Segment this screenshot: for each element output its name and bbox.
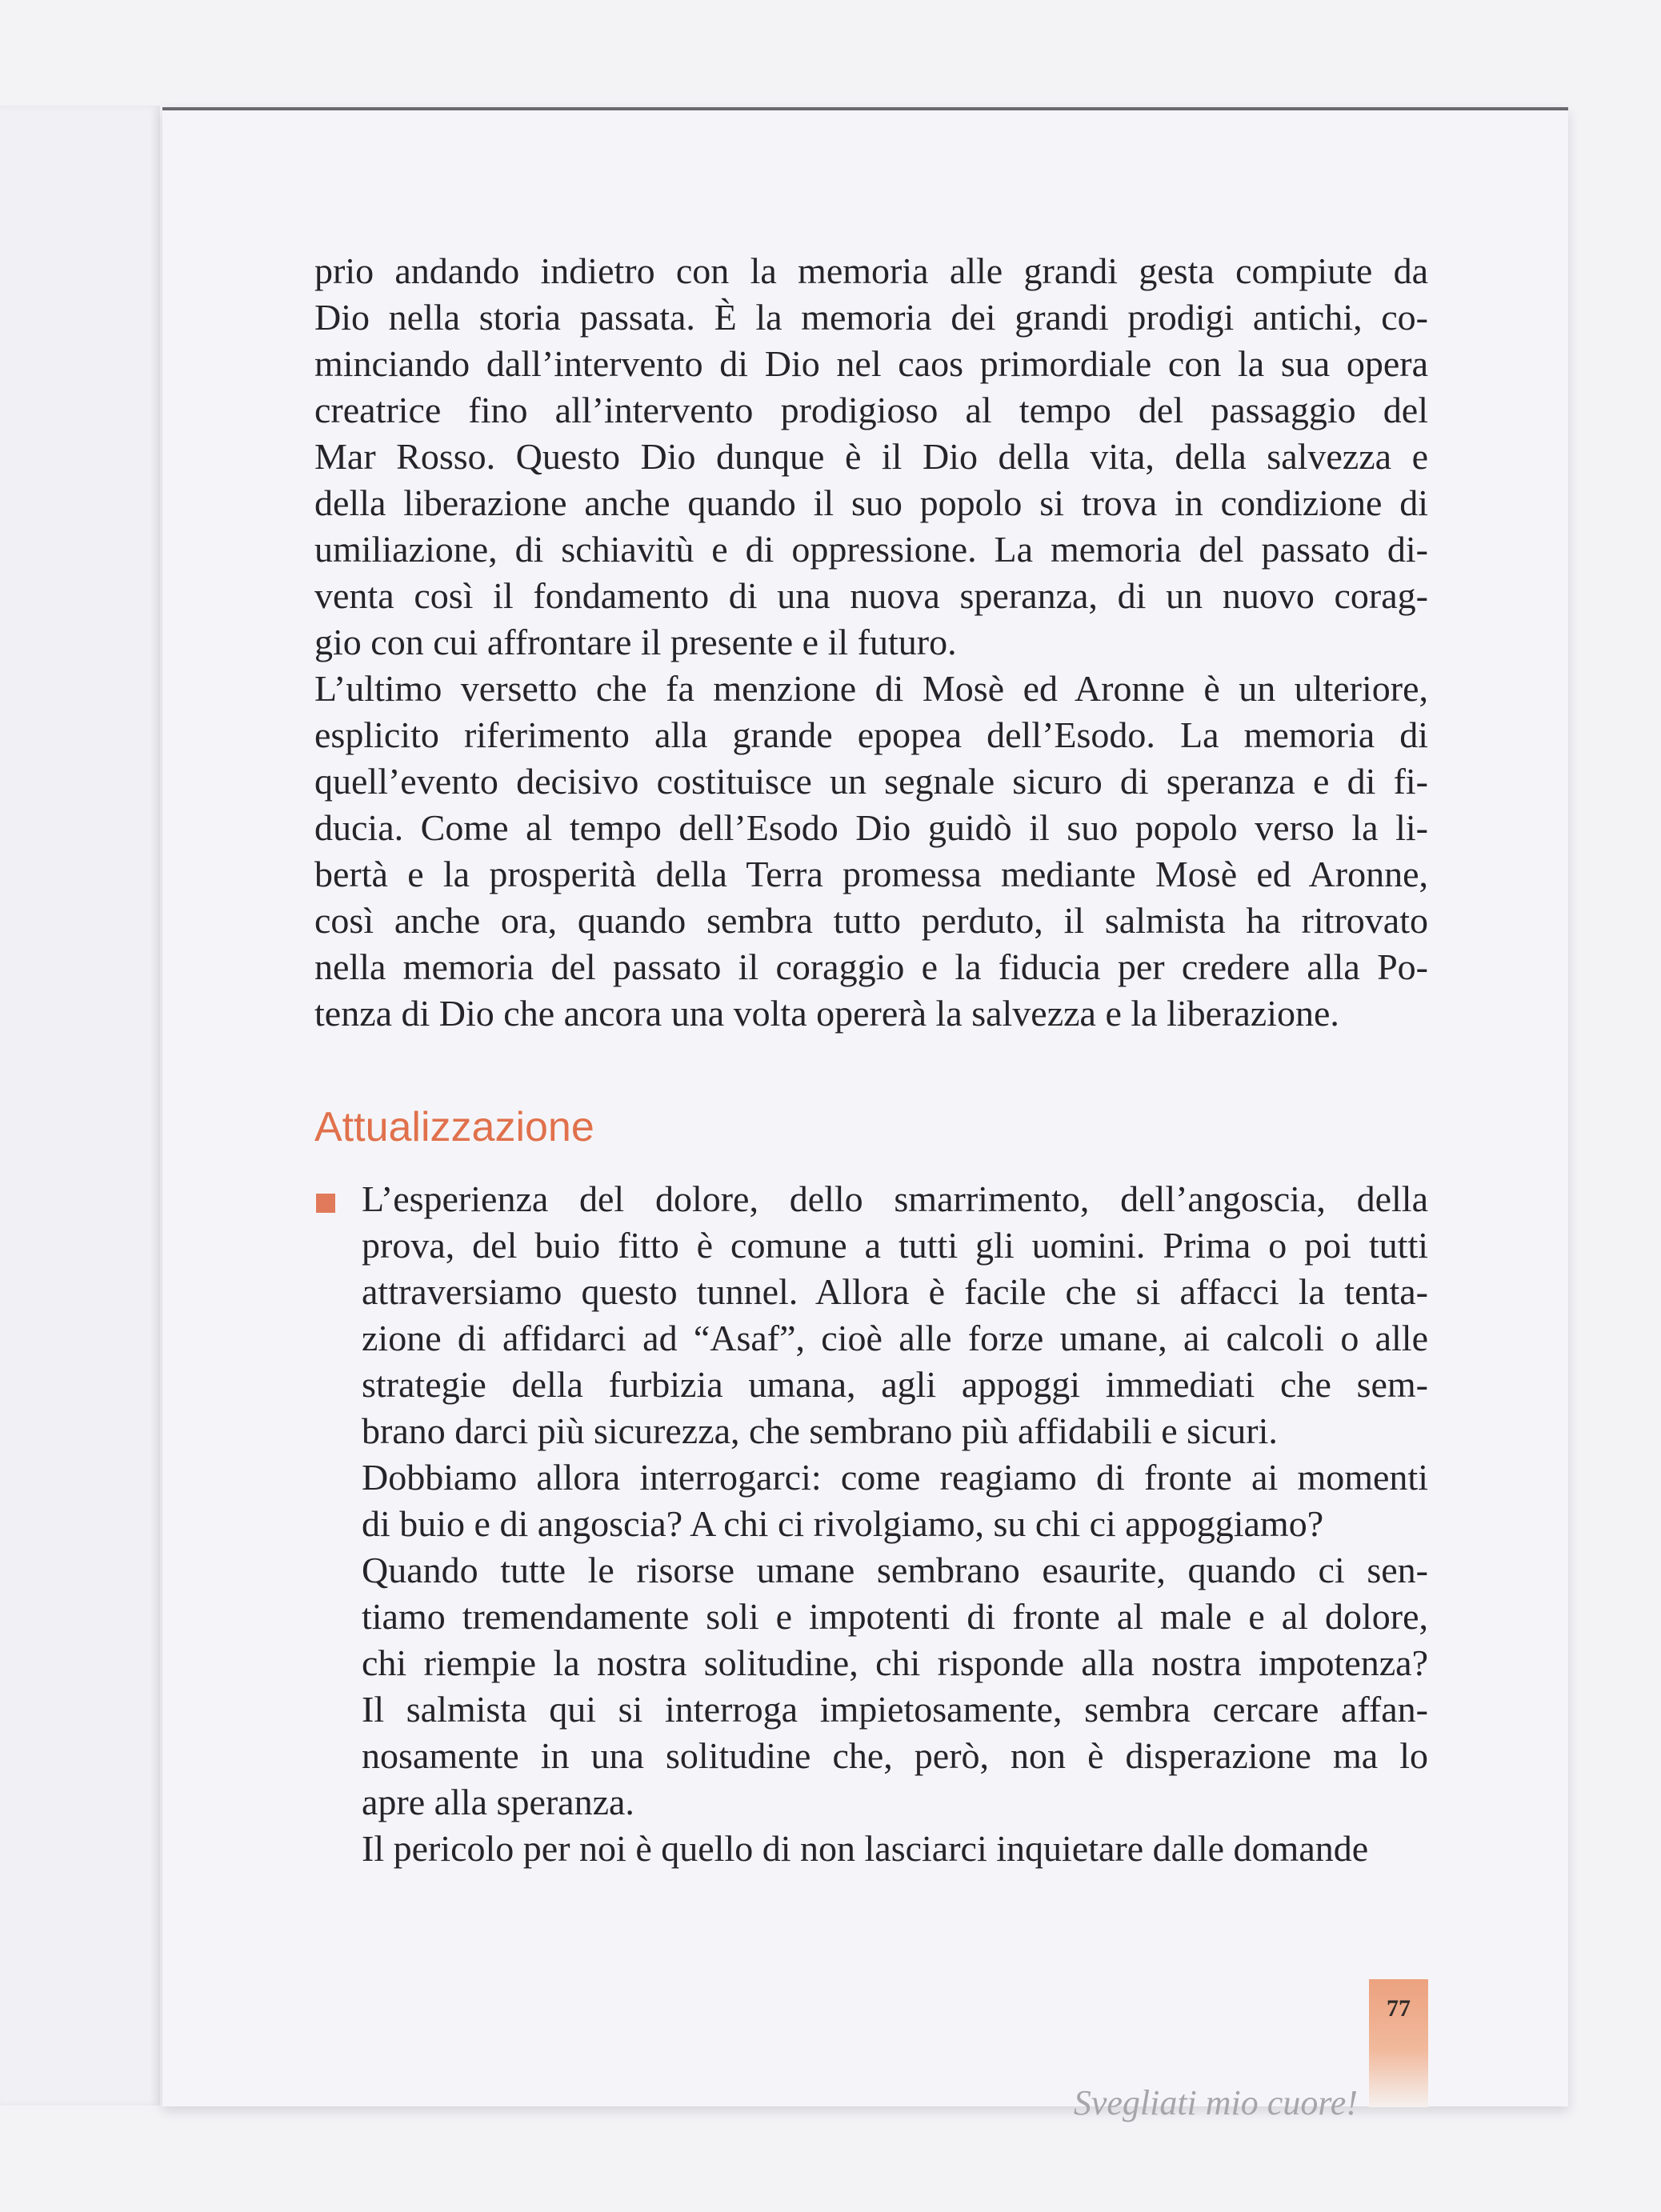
text-line: brano darci più sicurezza, che sembrano più affidabili e sicuri.	[362, 1410, 1278, 1451]
text-line: umiliazione, di schiavitù e di oppressione. La memoria del passato di-	[314, 529, 1428, 570]
text-line: Dobbiamo allora interrogarci: come reagiamo di fronte ai momenti	[362, 1457, 1428, 1498]
text-line: prio andando indietro con la memoria alle grandi gesta compiute da	[314, 250, 1428, 291]
text-line: ducia. Come al tempo dell’Esodo Dio guidò il suo popolo verso la li-	[314, 807, 1428, 848]
text-line: Dio nella storia passata. È la memoria dei grandi prodigi antichi, co-	[314, 297, 1428, 338]
text-line: minciando dall’intervento di Dio nel caos primordiale con la sua opera	[314, 343, 1428, 384]
text-line: apre alla speranza.	[362, 1782, 634, 1822]
text-line: L’ultimo versetto che fa menzione di Mosè ed Aronne è un ulteriore,	[314, 668, 1428, 709]
text-line: L’esperienza del dolore, dello smarrimento, dell’angoscia, della	[362, 1178, 1428, 1219]
square-bullet-icon	[316, 1194, 335, 1213]
text-line: creatrice fino all’intervento prodigioso al tempo del passaggio del	[314, 390, 1428, 430]
text-line: di buio e di angoscia? A chi ci rivolgiamo, su chi ci appoggiamo?	[362, 1503, 1324, 1544]
text-line: tenza di Dio che ancora una volta opererà la salvezza e la liberazione.	[314, 993, 1339, 1034]
text-line: venta così il fondamento di una nuova speranza, di un nuovo corag-	[314, 575, 1428, 616]
text-line: tiamo tremendamente soli e impotenti di fronte al male e al dolore,	[362, 1596, 1428, 1637]
text-line: prova, del buio fitto è comune a tutti gli uomini. Prima o poi tutti	[362, 1225, 1428, 1266]
page-text	[314, 248, 1428, 1872]
text-line: attraversiamo questo tunnel. Allora è facile che si affacci la tenta-	[362, 1271, 1428, 1312]
text-line: Mar Rosso. Questo Dio dunque è il Dio della vita, della salvezza e	[314, 436, 1428, 477]
text-line: così anche ora, quando sembra tutto perduto, il salmista ha ritrovato	[314, 900, 1428, 941]
text-line: della liberazione anche quando il suo popolo si trova in condizione di	[314, 482, 1428, 523]
text-line: quell’evento decisivo costituisce un segnale sicuro di speranza e di fi-	[314, 761, 1428, 802]
page-number-tab	[1369, 1979, 1428, 2107]
running-footer-title: Svegliati mio cuore!	[1073, 2083, 1358, 2122]
text-line: esplicito riferimento alla grande epopea dell’Esodo. La memoria di	[314, 714, 1428, 755]
text-line: Quando tutte le risorse umane sembrano esaurite, quando ci sen-	[362, 1550, 1428, 1590]
text-line: nella memoria del passato il coraggio e la fiducia per credere alla Po-	[314, 946, 1428, 987]
book-page	[162, 107, 1568, 2122]
text-line: gio con cui affrontare il presente e il futuro.	[314, 622, 957, 662]
left-page-edge	[0, 106, 160, 2106]
text-line: Il salmista qui si interroga impietosamente, sembra cercare affan-	[362, 1689, 1428, 1730]
bullet-paragraph	[314, 1176, 1428, 1872]
text-line: chi riempie la nostra solitudine, chi risponde alla nostra impotenza?	[362, 1642, 1428, 1683]
body-paragraphs	[314, 248, 1428, 1037]
text-line: Il pericolo per noi è quello di non lasciarci inquietare dalle domande	[362, 1828, 1369, 1869]
text-line: zione di affidarci ad “Asaf”, cioè alle forze umane, ai calcoli o alle	[362, 1318, 1428, 1358]
text-line: strategie della furbizia umana, agli appoggi immediati che sem-	[362, 1364, 1428, 1405]
text-line: bertà e la prosperità della Terra promessa mediante Mosè ed Aronne,	[314, 854, 1428, 894]
page-number: 77	[1387, 1995, 1411, 2022]
text-line: nosamente in una solitudine che, però, non è disperazione ma lo	[362, 1735, 1428, 1776]
section-heading: Attualizzazione	[314, 1104, 594, 1150]
